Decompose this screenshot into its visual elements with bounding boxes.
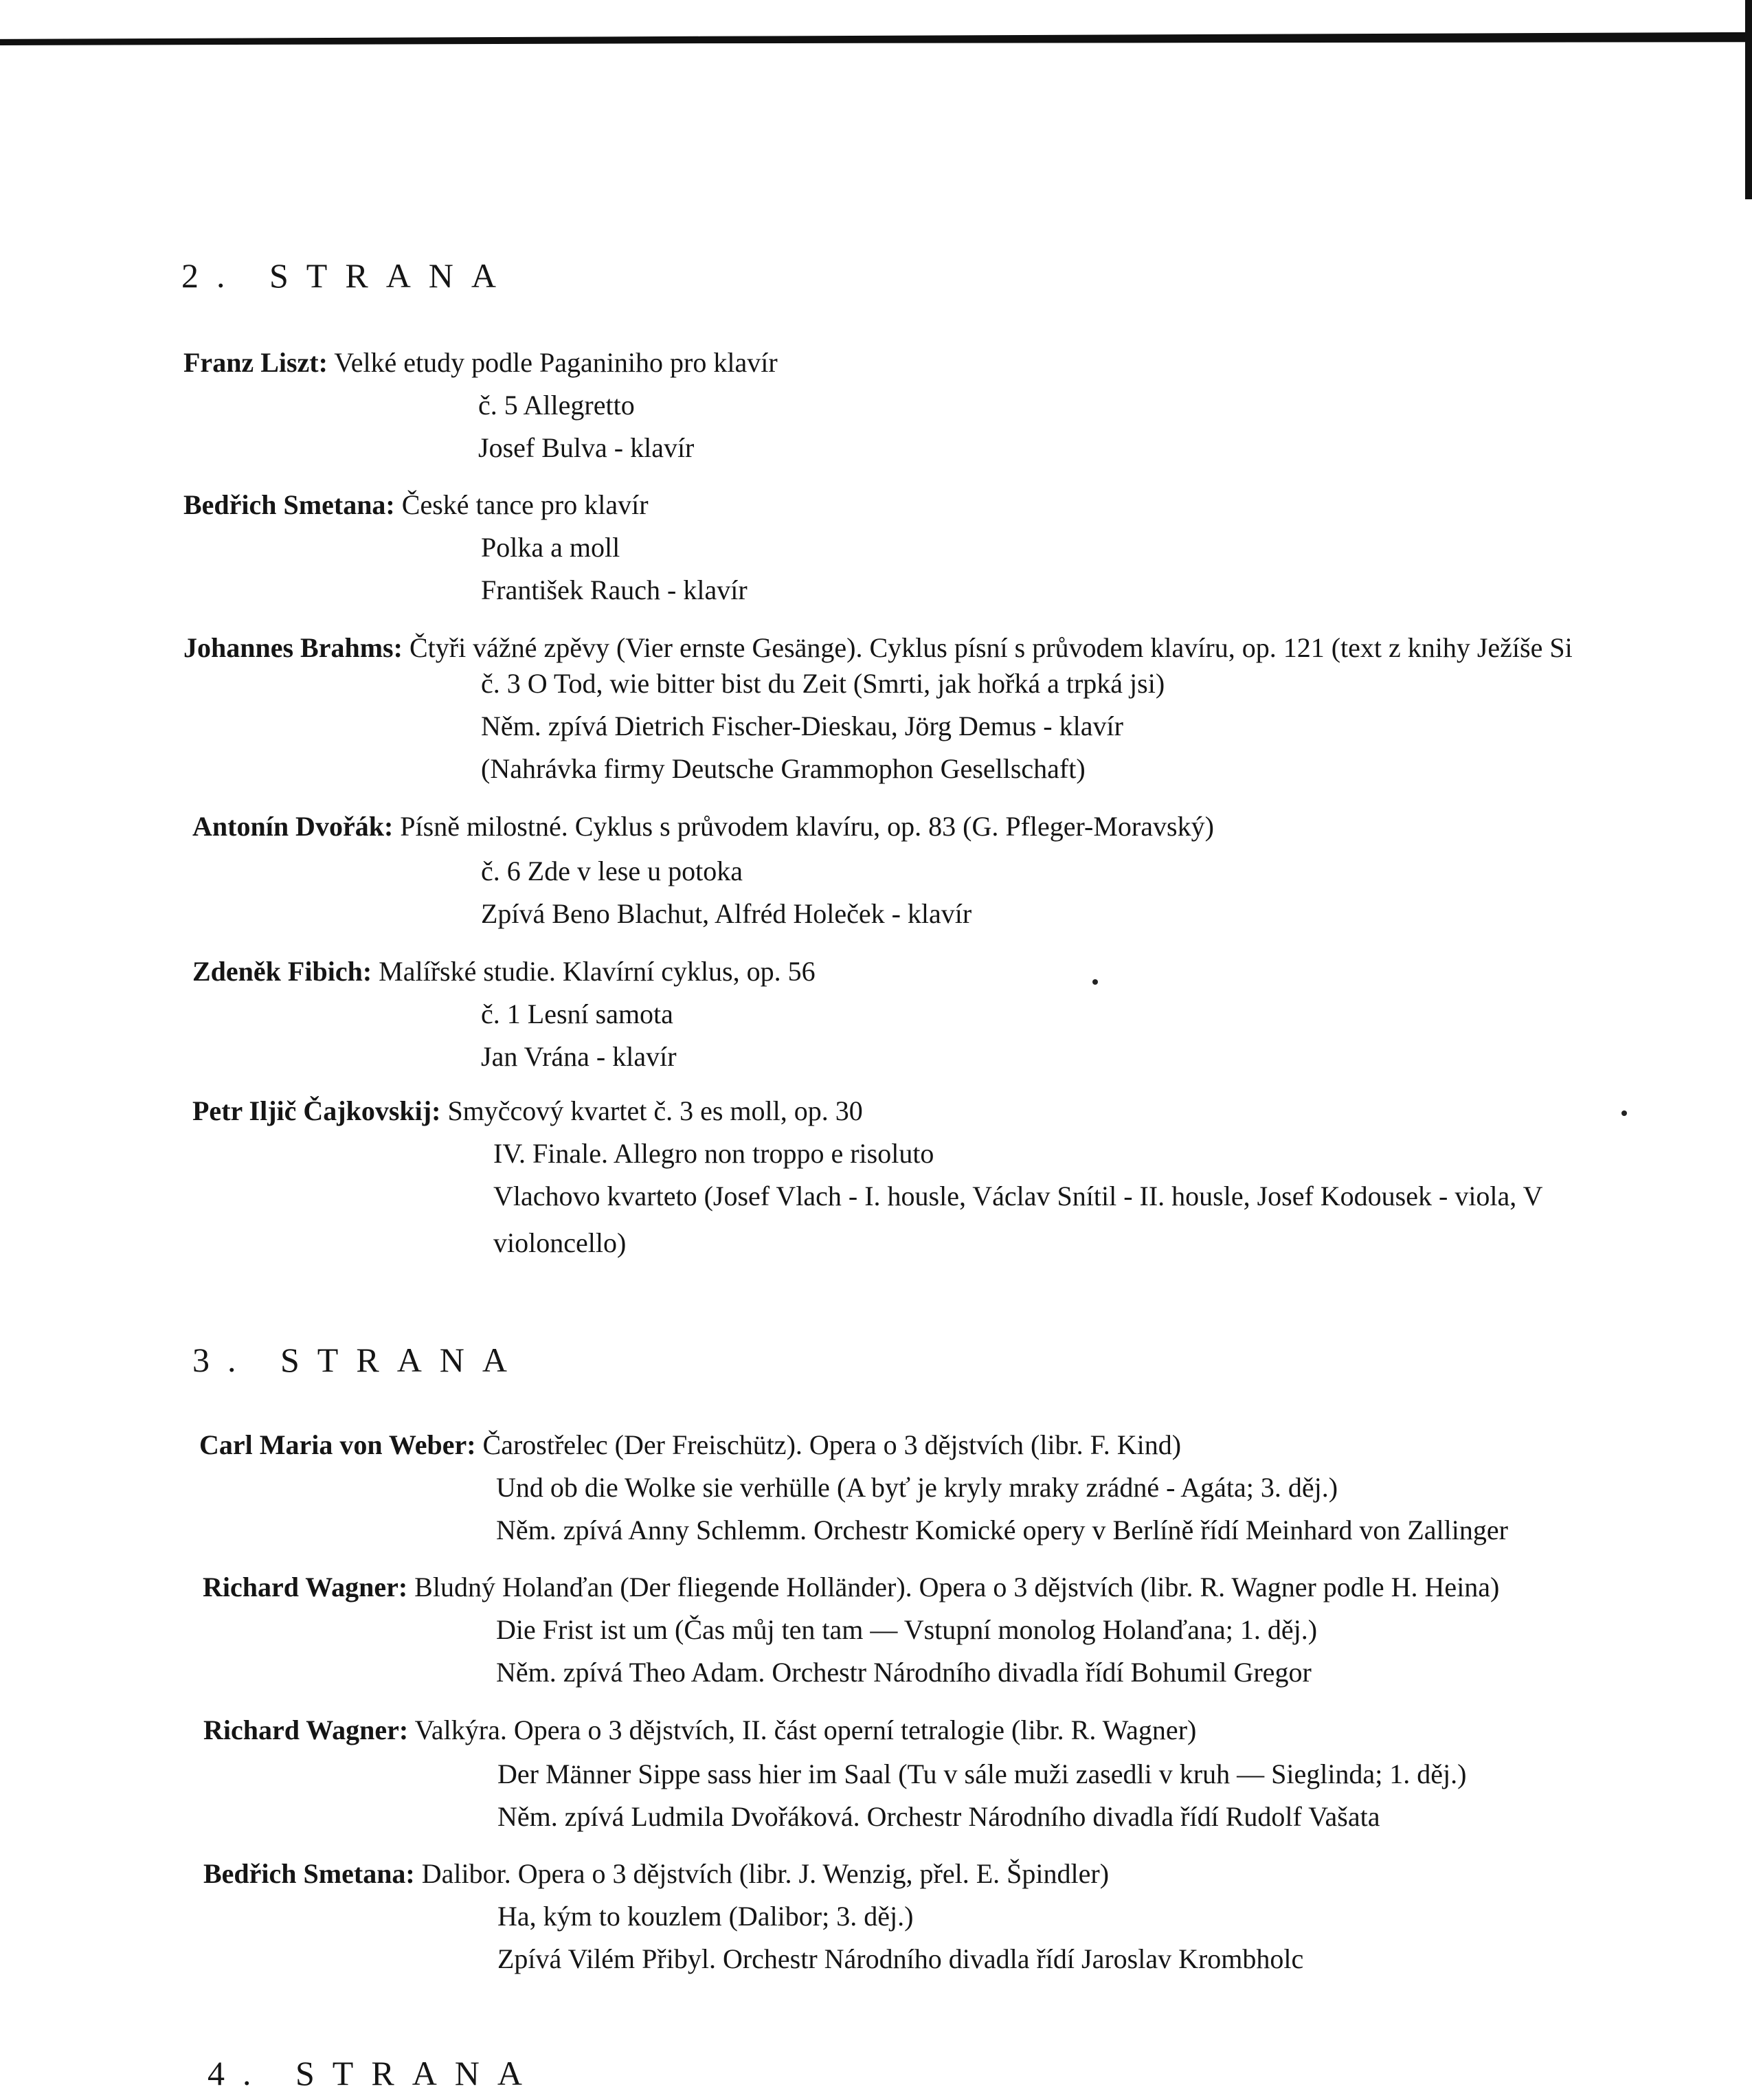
- entry-detail: Die Frist ist um (Čas můj ten tam — Vstupní monolog Holanďana; 1. děj.): [496, 1614, 1318, 1645]
- work-title: Smyčcový kvartet č. 3 es moll, op. 30: [447, 1095, 863, 1126]
- entry-detail: Josef Bulva - klavír: [478, 432, 695, 463]
- side-3-heading: 3. STRANA: [192, 1341, 526, 1379]
- work-title: Písně milostné. Cyklus s průvodem klavíru, op. 83 (G. Pfleger-Moravský): [400, 811, 1214, 842]
- entry-detail: č. 3 O Tod, wie bitter bist du Zeit (Smrti, jak hořká a trpká jsi): [481, 668, 1165, 699]
- work-title: Čarostřelec (Der Freischütz). Opera o 3 dějstvích (libr. F. Kind): [482, 1429, 1182, 1460]
- entry-detail: č. 6 Zde v lese u potoka: [481, 856, 743, 886]
- entry-wagner-holandan-title-line: [203, 1570, 1499, 1605]
- ink-speck: [1621, 1110, 1627, 1116]
- work-title: České tance pro klavír: [401, 489, 649, 520]
- entry-detail: Polka a moll: [481, 532, 620, 563]
- composer-name: Bedřich Smetana:: [183, 489, 395, 520]
- entry-dvorak-title-line: [192, 809, 1214, 844]
- composer-name: Carl Maria von Weber:: [199, 1429, 476, 1460]
- composer-name: Antonín Dvořák:: [192, 811, 394, 842]
- work-title: Čtyři vážné zpěvy (Vier ernste Gesänge). Cyklus písní s průvodem klavíru, op. 121 (text z knihy Ježíše Si: [409, 632, 1573, 663]
- composer-name: Franz Liszt:: [183, 347, 328, 378]
- side-4-heading: 4. STRANA: [207, 2054, 541, 2092]
- entry-detail: Vlachovo kvarteto (Josef Vlach - I. housle, Václav Snítil - II. housle, Josef Kodousek - viola, V: [493, 1181, 1543, 1211]
- entry-smetana-dalibor-title-line: [203, 1857, 1109, 1891]
- entry-detail: Něm. zpívá Ludmila Dvořáková. Orchestr Národního divadla řídí Rudolf Vašata: [497, 1801, 1380, 1832]
- work-title: Bludný Holanďan (Der fliegende Holländer). Opera o 3 dějstvích (libr. R. Wagner podle H. Heina): [414, 1572, 1500, 1602]
- entry-detail: Něm. zpívá Theo Adam. Orchestr Národního divadla řídí Bohumil Gregor: [496, 1657, 1312, 1688]
- entry-detail: IV. Finale. Allegro non troppo e risoluto: [493, 1138, 934, 1169]
- entry-detail: violoncello): [493, 1227, 627, 1258]
- entry-detail: Něm. zpívá Anny Schlemm. Orchestr Komické opery v Berlíně řídí Meinhard von Zallinger: [496, 1515, 1508, 1545]
- entry-detail: č. 1 Lesní samota: [481, 998, 673, 1029]
- work-title: Valkýra. Opera o 3 dějstvích, II. část operní tetralogie (libr. R. Wagner): [414, 1714, 1197, 1745]
- work-title: Dalibor. Opera o 3 dějstvích (libr. J. Wenzig, přel. E. Špindler): [421, 1858, 1110, 1889]
- entry-brahms-title-line: [183, 631, 1573, 665]
- side-2-heading: 2. STRANA: [181, 256, 515, 295]
- entry-detail: Zpívá Beno Blachut, Alfréd Holeček - klavír: [481, 898, 972, 929]
- composer-name: Richard Wagner:: [203, 1714, 409, 1745]
- entry-detail: Něm. zpívá Dietrich Fischer-Dieskau, Jörg Demus - klavír: [481, 711, 1123, 741]
- composer-name: Bedřich Smetana:: [203, 1858, 415, 1889]
- entry-cajkovskij-title-line: [192, 1094, 863, 1128]
- entry-weber-title-line: [199, 1428, 1181, 1462]
- entry-detail: Zpívá Vilém Přibyl. Orchestr Národního divadla řídí Jaroslav Krombholc: [497, 1943, 1304, 1974]
- entry-liszt-title-line: [183, 346, 778, 380]
- work-title: Malířské studie. Klavírní cyklus, op. 56: [379, 956, 816, 987]
- entry-detail: František Rauch - klavír: [481, 574, 748, 605]
- work-title: Velké etudy podle Paganiniho pro klavír: [334, 347, 778, 378]
- entry-detail: Und ob die Wolke sie verhülle (A byť je kryly mraky zrádné - Agáta; 3. děj.): [496, 1472, 1338, 1503]
- composer-name: Johannes Brahms:: [183, 632, 403, 663]
- entry-detail: č. 5 Allegretto: [478, 390, 635, 421]
- ink-speck: [1092, 979, 1098, 985]
- entry-wagner-valkyra-title-line: [203, 1713, 1196, 1747]
- composer-name: Petr Iljič Čajkovskij:: [192, 1095, 441, 1126]
- entry-detail: Der Männer Sippe sass hier im Saal (Tu v sále muži zasedli v kruh — Sieglinda; 1. děj.): [497, 1758, 1467, 1789]
- entry-smetana-title-line: [183, 488, 649, 522]
- composer-name: Zdeněk Fibich:: [192, 956, 372, 987]
- entry-fibich-title-line: [192, 954, 816, 989]
- composer-name: Richard Wagner:: [203, 1572, 408, 1602]
- entry-detail: Jan Vrána - klavír: [481, 1041, 677, 1072]
- entry-detail: (Nahrávka firmy Deutsche Grammophon Gesellschaft): [481, 753, 1086, 784]
- entry-detail: Ha, kým to kouzlem (Dalibor; 3. děj.): [497, 1901, 914, 1932]
